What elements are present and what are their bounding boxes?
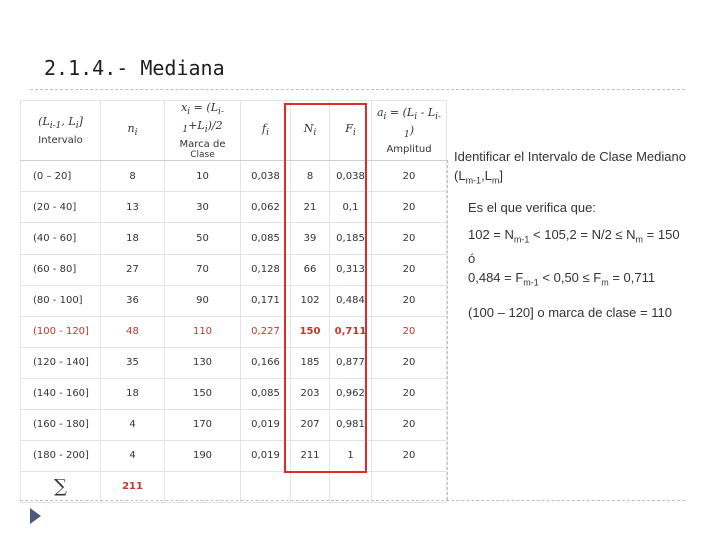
cell-ni: 8	[101, 161, 165, 192]
cell-Ni: 211	[291, 440, 330, 471]
cell-amp: 20	[372, 347, 447, 378]
cell-interval: (60 - 80]	[21, 254, 101, 285]
cell-interval: (80 - 100]	[21, 285, 101, 316]
table-row	[21, 161, 447, 192]
sum-empty-cell	[291, 471, 330, 502]
table-row	[21, 347, 447, 378]
cell-amp: 20	[372, 192, 447, 223]
header-mark	[165, 101, 241, 161]
cell-Fi: 0,185	[330, 223, 372, 254]
cell-interval: (120 - 140]	[21, 347, 101, 378]
cell-interval: (40 - 60]	[21, 223, 101, 254]
cell-mark: 190	[165, 440, 241, 471]
cell-ni: 4	[101, 409, 165, 440]
header-ni: $n_i$	[101, 101, 165, 161]
cell-ni: 18	[101, 223, 165, 254]
cumulative-columns-highlight	[284, 103, 367, 473]
cell-amp: 20	[372, 161, 447, 192]
cell-ni: 13	[101, 192, 165, 223]
cell-amp: 20	[372, 285, 447, 316]
cell-amp: 20	[372, 223, 447, 254]
header-mark-label: Marca de	[179, 139, 226, 151]
cell-mark: 90	[165, 285, 241, 316]
cell-fi: 0,166	[241, 347, 291, 378]
cell-Ni: 207	[291, 409, 330, 440]
cell-fi: 0,171	[241, 285, 291, 316]
cell-amp: 20	[372, 316, 447, 347]
sum-empty-cell	[330, 471, 372, 502]
sum-empty-cell	[165, 471, 241, 502]
cell-ni: 4	[101, 440, 165, 471]
cell-amp: 20	[372, 409, 447, 440]
sum-row	[21, 471, 447, 502]
cell-mark: 110	[165, 316, 241, 347]
cell-mark: 30	[165, 192, 241, 223]
cell-fi: 0,085	[241, 223, 291, 254]
cell-fi: 0,128	[241, 254, 291, 285]
table-row	[21, 440, 447, 471]
cell-fi: 0,019	[241, 409, 291, 440]
header-Fi: $F_i$	[330, 101, 372, 161]
header-mark-formula: $x_i = (L_{i-1}+L_i)/2$	[181, 101, 224, 136]
cell-Ni: 150	[291, 316, 330, 347]
vertical-divider	[447, 160, 448, 500]
frequency-table-wrapper	[20, 100, 446, 503]
explanation-equations: $102 = N_{m-1} < 105,2 = N/2 \le N_m = 150$ ó $0,484 = F_{m-1} < 0,50 \le F_m = 0,711$	[468, 226, 680, 288]
cell-fi: 0,085	[241, 378, 291, 409]
explanation-verify: Es el que verifica que:	[468, 199, 596, 215]
table-row	[21, 223, 447, 254]
cell-fi: 0,038	[241, 161, 291, 192]
cell-Ni: 66	[291, 254, 330, 285]
cell-interval: (0 – 20]	[21, 161, 101, 192]
cell-mark: 170	[165, 409, 241, 440]
explanation-conclusion: (100 – 120] o marca de clase = 110	[468, 304, 672, 320]
cell-amp: 20	[372, 378, 447, 409]
header-interval	[21, 101, 101, 161]
cell-interval: (100 - 120]	[21, 316, 101, 347]
table-row	[21, 285, 447, 316]
cell-Ni: 203	[291, 378, 330, 409]
header-Ni: $N_i$	[291, 101, 330, 161]
cell-Fi: 0,981	[330, 409, 372, 440]
table-row	[21, 254, 447, 285]
cell-interval: (180 - 200]	[21, 440, 101, 471]
table-row	[21, 409, 447, 440]
table-row	[21, 192, 447, 223]
cell-mark: 70	[165, 254, 241, 285]
cell-interval: (140 - 160]	[21, 378, 101, 409]
cell-mark: 10	[165, 161, 241, 192]
sum-empty-cell	[372, 471, 447, 502]
cell-mark: 150	[165, 378, 241, 409]
cell-Fi: 0,962	[330, 378, 372, 409]
header-mark-label2: Clase	[190, 150, 215, 161]
sum-value: 211	[101, 471, 165, 502]
cell-ni: 35	[101, 347, 165, 378]
cell-interval: (20 - 40]	[21, 192, 101, 223]
cell-Ni: 185	[291, 347, 330, 378]
cell-Ni: 39	[291, 223, 330, 254]
cell-mark: 50	[165, 223, 241, 254]
header-amplitude	[372, 101, 447, 161]
header-fi: $f_i$	[241, 101, 291, 161]
title-divider	[30, 89, 685, 90]
header-amplitude-formula: $a_i = (L_i - L_{i-1})$	[376, 106, 442, 141]
header-interval-formula: ($L_{i-1}$, $L_i$]	[38, 115, 83, 132]
cell-Fi: 0,313	[330, 254, 372, 285]
cell-Fi: 0,711	[330, 316, 372, 347]
frequency-table	[20, 100, 447, 503]
cell-fi: 0,019	[241, 440, 291, 471]
sum-empty-cell	[241, 471, 291, 502]
slide-title: 2.1.4.- Mediana	[44, 56, 225, 80]
sum-symbol: ∑	[21, 471, 101, 502]
cell-ni: 27	[101, 254, 165, 285]
cell-amp: 20	[372, 440, 447, 471]
table-row	[21, 316, 447, 347]
explanation-identify: Identificar el Intervalo de Clase Mediano $(L_{m-1},L_m]$	[454, 149, 686, 186]
cell-ni: 36	[101, 285, 165, 316]
header-amplitude-label: Amplitud	[386, 144, 432, 156]
cell-fi: 0,062	[241, 192, 291, 223]
cell-Fi: 0,038	[330, 161, 372, 192]
cell-interval: (160 - 180]	[21, 409, 101, 440]
next-arrow-icon[interactable]	[30, 508, 41, 524]
cell-Fi: 1	[330, 440, 372, 471]
cell-amp: 20	[372, 254, 447, 285]
cell-ni: 18	[101, 378, 165, 409]
cell-mark: 130	[165, 347, 241, 378]
header-interval-label: Intervalo	[38, 135, 83, 147]
table-header-row	[21, 101, 447, 161]
bottom-divider	[20, 500, 685, 501]
cell-Ni: 21	[291, 192, 330, 223]
cell-Ni: 8	[291, 161, 330, 192]
cell-Fi: 0,877	[330, 347, 372, 378]
cell-Fi: 0,484	[330, 285, 372, 316]
cell-fi: 0,227	[241, 316, 291, 347]
cell-ni: 48	[101, 316, 165, 347]
explanation-text	[454, 147, 714, 322]
cell-Fi: 0,1	[330, 192, 372, 223]
cell-Ni: 102	[291, 285, 330, 316]
table-row	[21, 378, 447, 409]
